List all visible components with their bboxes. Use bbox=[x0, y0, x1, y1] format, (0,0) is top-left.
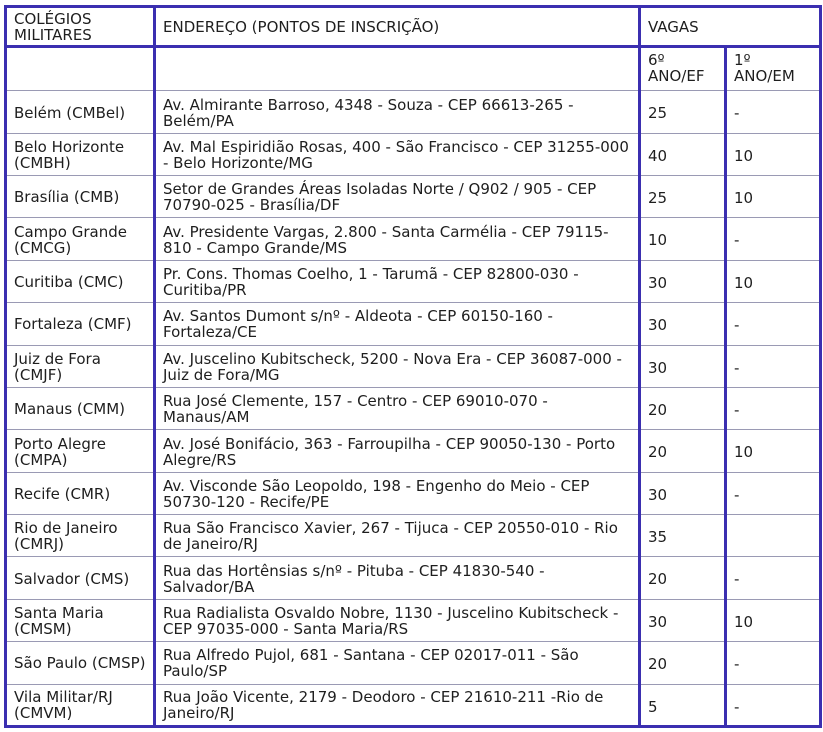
vacancies-1ano-cell bbox=[726, 515, 821, 557]
table-row bbox=[6, 599, 821, 641]
subheader-1ano-label: 1º ANO/EM bbox=[734, 51, 795, 86]
table-row bbox=[6, 260, 821, 302]
table-row bbox=[6, 176, 821, 218]
address-cell: Av. Presidente Vargas, 2.800 - Santa Carmélia - CEP 79115-810 - Campo Grande/MS bbox=[155, 218, 640, 260]
address-cell: Rua João Vicente, 2179 - Deodoro - CEP 21610-211 -Rio de Janeiro/RJ bbox=[155, 684, 640, 726]
table-row bbox=[6, 642, 821, 684]
school-cell: Fortaleza (CMF) bbox=[6, 303, 155, 345]
header-address-label: ENDEREÇO (PONTOS DE INSCRIÇÃO) bbox=[163, 18, 440, 37]
header-vacancies bbox=[640, 7, 821, 47]
address-cell: Rua José Clemente, 157 - Centro - CEP 69010-070 - Manaus/AM bbox=[155, 387, 640, 429]
vacancies-6ano-cell: 25 bbox=[640, 91, 726, 133]
school-cell: São Paulo (CMSP) bbox=[6, 642, 155, 684]
table-row bbox=[6, 557, 821, 599]
address-cell: Setor de Grandes Áreas Isoladas Norte / Q902 / 905 - CEP 70790-025 - Brasília/DF bbox=[155, 176, 640, 218]
vacancies-1ano-cell: - bbox=[726, 684, 821, 726]
vacancies-6ano-cell: 35 bbox=[640, 515, 726, 557]
school-cell: Salvador (CMS) bbox=[6, 557, 155, 599]
vacancies-6ano-cell: 30 bbox=[640, 472, 726, 514]
table-row bbox=[6, 684, 821, 726]
schools-table bbox=[4, 5, 822, 728]
vacancies-6ano-cell: 30 bbox=[640, 345, 726, 387]
table-row bbox=[6, 345, 821, 387]
subheader-row bbox=[6, 47, 821, 91]
school-cell: Campo Grande (CMCG) bbox=[6, 218, 155, 260]
vacancies-6ano-cell: 20 bbox=[640, 387, 726, 429]
address-cell: Av. Santos Dumont s/nº - Aldeota - CEP 60150-160 - Fortaleza/CE bbox=[155, 303, 640, 345]
header-vacancies-label: VAGAS bbox=[648, 18, 699, 37]
address-cell: Rua São Francisco Xavier, 267 - Tijuca - CEP 20550-010 - Rio de Janeiro/RJ bbox=[155, 515, 640, 557]
school-cell: Manaus (CMM) bbox=[6, 387, 155, 429]
address-cell: Av. Visconde São Leopoldo, 198 - Engenho do Meio - CEP 50730-120 - Recife/PE bbox=[155, 472, 640, 514]
address-cell: Av. Mal Espiridião Rosas, 400 - São Francisco - CEP 31255-000 - Belo Horizonte/MG bbox=[155, 133, 640, 175]
vacancies-1ano-cell: - bbox=[726, 345, 821, 387]
school-cell: Santa Maria (CMSM) bbox=[6, 599, 155, 641]
vacancies-1ano-cell: 10 bbox=[726, 133, 821, 175]
vacancies-1ano-cell: 10 bbox=[726, 260, 821, 302]
table-row bbox=[6, 218, 821, 260]
table-row bbox=[6, 303, 821, 345]
vacancies-6ano-cell: 30 bbox=[640, 599, 726, 641]
vacancies-6ano-cell: 20 bbox=[640, 557, 726, 599]
header-school-label: COLÉGIOS MILITARES bbox=[14, 10, 92, 45]
vacancies-6ano-cell: 25 bbox=[640, 176, 726, 218]
table-row bbox=[6, 515, 821, 557]
subheader-6ano bbox=[640, 47, 726, 91]
school-cell: Brasília (CMB) bbox=[6, 176, 155, 218]
address-cell: Pr. Cons. Thomas Coelho, 1 - Tarumã - CEP 82800-030 - Curitiba/PR bbox=[155, 260, 640, 302]
vacancies-1ano-cell: - bbox=[726, 642, 821, 684]
school-cell: Juiz de Fora (CMJF) bbox=[6, 345, 155, 387]
table-row bbox=[6, 472, 821, 514]
subheader-empty-school bbox=[6, 47, 155, 91]
header-school bbox=[6, 7, 155, 47]
subheader-6ano-label: 6º ANO/EF bbox=[648, 51, 705, 86]
table-row bbox=[6, 430, 821, 472]
vacancies-1ano-cell: - bbox=[726, 472, 821, 514]
school-cell: Rio de Janeiro (CMRJ) bbox=[6, 515, 155, 557]
header-row bbox=[6, 7, 821, 47]
vacancies-1ano-cell: 10 bbox=[726, 430, 821, 472]
address-cell: Av. José Bonifácio, 363 - Farroupilha - CEP 90050-130 - Porto Alegre/RS bbox=[155, 430, 640, 472]
address-cell: Rua Alfredo Pujol, 681 - Santana - CEP 02017-011 - São Paulo/SP bbox=[155, 642, 640, 684]
school-cell: Belém (CMBel) bbox=[6, 91, 155, 133]
vacancies-6ano-cell: 20 bbox=[640, 430, 726, 472]
vacancies-6ano-cell: 20 bbox=[640, 642, 726, 684]
school-cell: Belo Horizonte (CMBH) bbox=[6, 133, 155, 175]
vacancies-1ano-cell: - bbox=[726, 218, 821, 260]
subheader-1ano bbox=[726, 47, 821, 91]
vacancies-6ano-cell: 30 bbox=[640, 260, 726, 302]
address-cell: Rua Radialista Osvaldo Nobre, 1130 - Juscelino Kubitscheck - CEP 97035-000 - Santa Maria/RS bbox=[155, 599, 640, 641]
address-cell: Av. Almirante Barroso, 4348 - Souza - CEP 66613-265 - Belém/PA bbox=[155, 91, 640, 133]
subheader-empty-address bbox=[155, 47, 640, 91]
table-row bbox=[6, 91, 821, 133]
vacancies-6ano-cell: 5 bbox=[640, 684, 726, 726]
school-cell: Porto Alegre (CMPA) bbox=[6, 430, 155, 472]
vacancies-1ano-cell: - bbox=[726, 91, 821, 133]
address-cell: Av. Juscelino Kubitscheck, 5200 - Nova Era - CEP 36087-000 - Juiz de Fora/MG bbox=[155, 345, 640, 387]
school-cell: Vila Militar/RJ (CMVM) bbox=[6, 684, 155, 726]
table-row bbox=[6, 387, 821, 429]
vacancies-1ano-cell: 10 bbox=[726, 176, 821, 218]
vacancies-1ano-cell: - bbox=[726, 557, 821, 599]
vacancies-1ano-cell: - bbox=[726, 387, 821, 429]
vacancies-6ano-cell: 40 bbox=[640, 133, 726, 175]
table-row bbox=[6, 133, 821, 175]
header-address bbox=[155, 7, 640, 47]
school-cell: Curitiba (CMC) bbox=[6, 260, 155, 302]
vacancies-1ano-cell: - bbox=[726, 303, 821, 345]
vacancies-6ano-cell: 30 bbox=[640, 303, 726, 345]
vacancies-1ano-cell: 10 bbox=[726, 599, 821, 641]
school-cell: Recife (CMR) bbox=[6, 472, 155, 514]
vacancies-6ano-cell: 10 bbox=[640, 218, 726, 260]
address-cell: Rua das Hortênsias s/nº - Pituba - CEP 41830-540 - Salvador/BA bbox=[155, 557, 640, 599]
